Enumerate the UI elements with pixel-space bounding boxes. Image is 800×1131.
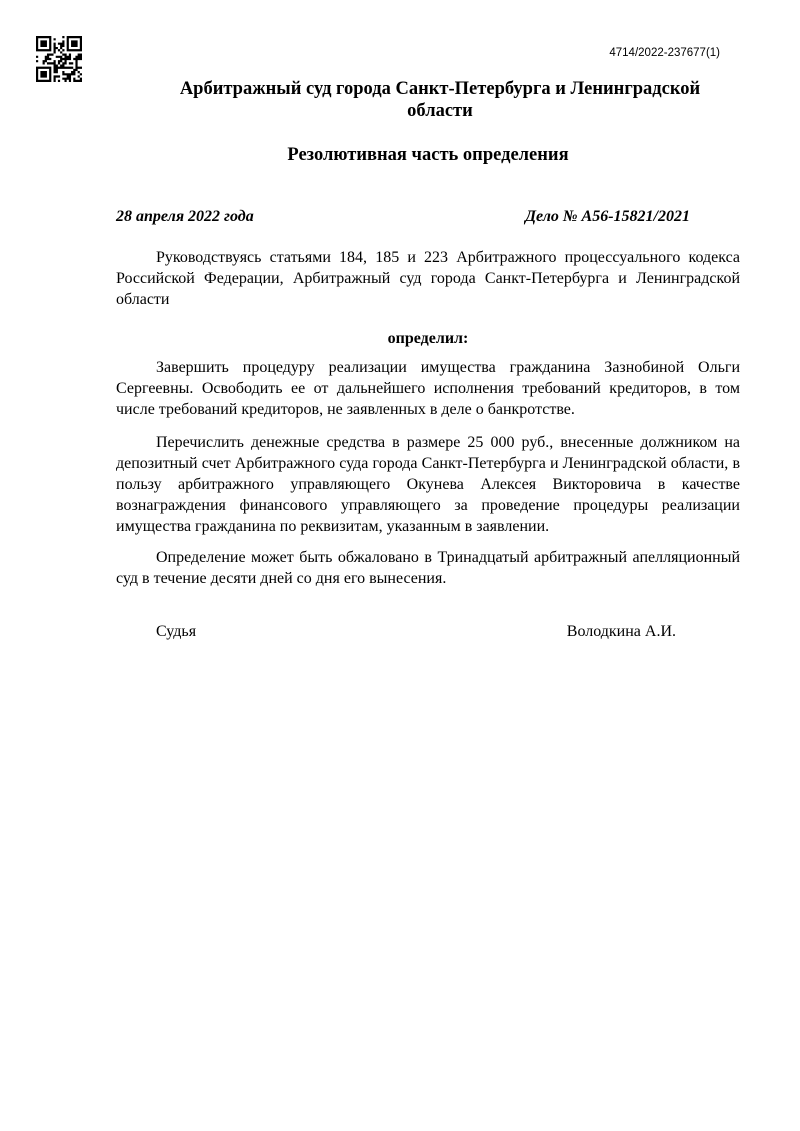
- document-registration-number: 4714/2022-237677(1): [609, 47, 720, 59]
- judge-label: Судья: [156, 623, 197, 640]
- preamble-paragraph: Руководствуясь статьями 184, 185 и 223 Арбитражного процессуального кодекса Российской Федерации, Арбитражный суд города Санкт-Петербурга и Ленинградской области: [116, 249, 740, 308]
- resolution-paragraph-1: Завершить процедуру реализации имущества гражданина Зазнобиной Ольги Сергеевны. Освободить ее от дальнейшего исполнения требований кредиторов, в том числе требований кредиторов, не заявленных в деле о банкротстве.: [116, 359, 740, 418]
- resolution-word: определил:: [387, 330, 469, 347]
- signature-row: [116, 621, 740, 642]
- qr-code-icon: [36, 36, 82, 82]
- court-name-heading: Арбитражный суд города Санкт-Петербурга и Ленинградской области: [179, 79, 701, 121]
- resolution-paragraph-2: Перечислить денежные средства в размере 25 000 руб., внесенные должником на депозитный счет Арбитражного суда города Санкт-Петербурга и Ленинградской области, в пользу арбитражного управляющего Окунева Алексея Викторовича в качестве вознаграждения финансового управляющего за проведение процедуры реализации имущества гражданина по реквизитам, указанным в заявлении.: [116, 434, 740, 535]
- decision-date: 28 апреля 2022 года: [116, 208, 254, 225]
- date-case-row: [116, 206, 740, 227]
- document-title: Резолютивная часть определения: [287, 145, 569, 165]
- case-number: Дело № А56-15821/2021: [525, 208, 690, 225]
- judge-name: Володкина А.И.: [566, 623, 676, 640]
- appeal-paragraph: Определение может быть обжаловано в Тринадцатый арбитражный апелляционный суд в течение десяти дней со дня его вынесения.: [116, 549, 740, 587]
